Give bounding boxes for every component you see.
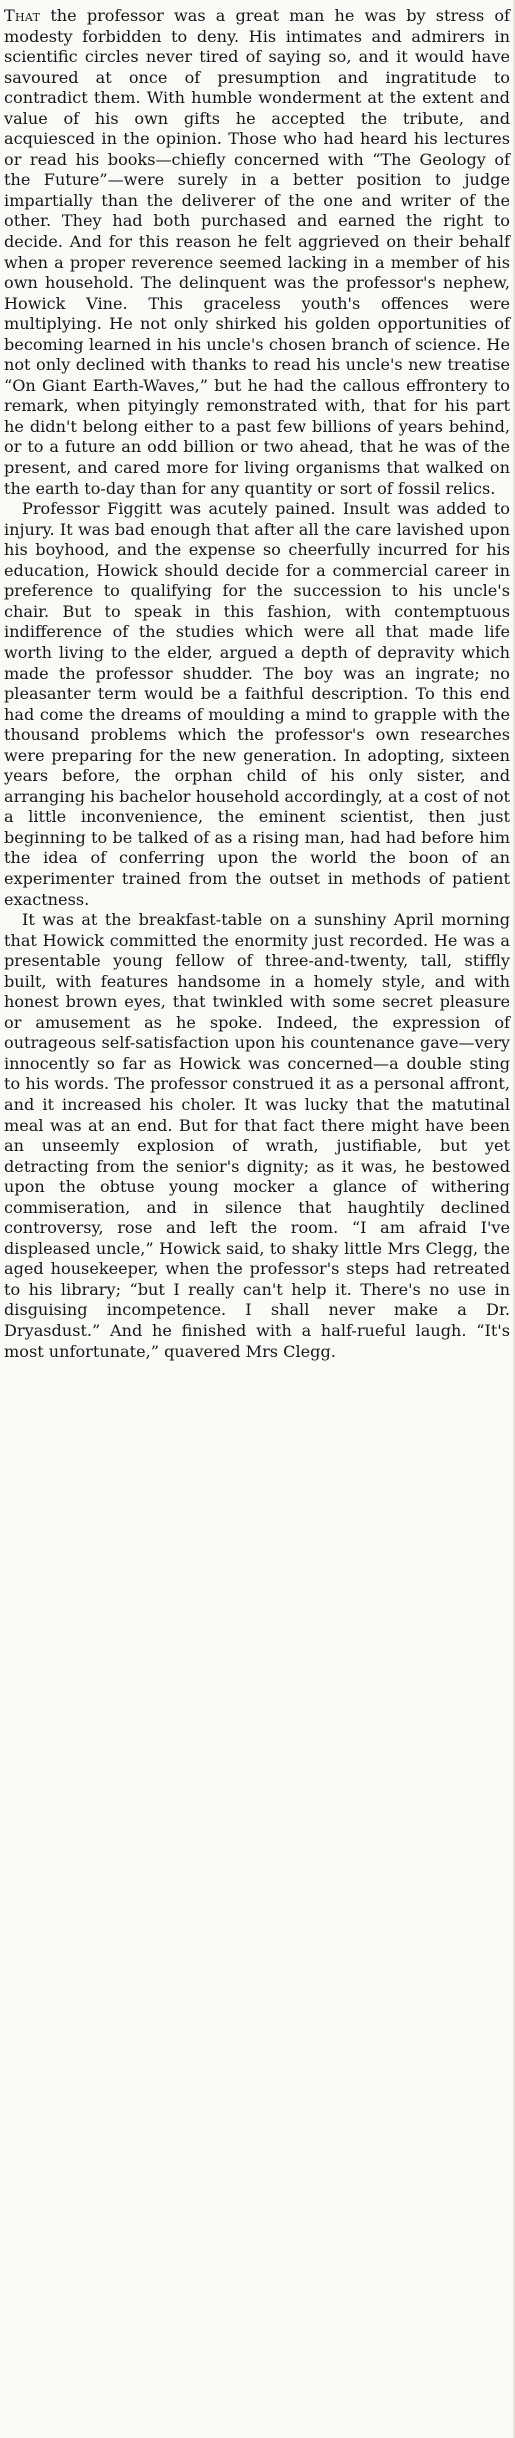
paragraph-1 [4,6,510,499]
paragraph-3: It was at the breakfast-table on a sunshiny April morning that Howick committed the enormity just recorded. He was a presentable young fellow of three-and-twenty, tall, stiffly built, with features handsome in a homely style, and with honest brown eyes, that twinkled with some secret pleasure or amusement as he spoke. Indeed, the expression of outrageous self-satisfaction upon his countenance gave—very innocently so far as Howick was concerned—a double sting to his words. The professor construed it as a personal affront, and it increased his choler. It was lucky that the matutinal meal was at an end. But for that fact there might have been an unseemly explosion of wrath, justifiable, but yet detracting from the senior's dignity; as it was, he bestowed upon the obtuse young mocker a glance of withering commiseration, and in silence that haughtily declined controversy, rose and left the room. “I am afraid I've displeased uncle,” Howick said, to shaky little Mrs Clegg, the aged housekeeper, when the professor's steps had retreated to his library; “but I really can't help it. There's no use in disguising incompetence. I shall never make a Dr. Dryasdust.” And he finished with a half-rueful laugh. “It's most unfortunate,” quavered Mrs Clegg. [4,910,510,1361]
paragraph-2: Professor Figgitt was acutely pained. Insult was added to injury. It was bad enough that after all the care lavished upon his boyhood, and the expense so cheerfully incurred for his education, Howick should decide for a commercial career in preference to qualifying for the succession to his uncle's chair. But to speak in this fashion, with contemptuous indifference of the studies which were all that made life worth living to the elder, argued a depth of depravity which made the professor shudder. The boy was an ingrate; no pleasanter term would be a faithful description. To this end had come the dreams of moulding a mind to grapple with the thousand problems which the professor's own researches were preparing for the new generation. In adopting, sixteen years before, the orphan child of his only sister, and arranging his bachelor household accordingly, at a cost of not a little inconvenience, the eminent scientist, then just beginning to be talked of as a rising man, had had before him the idea of conferring upon the world the boon of an experimenter trained from the outset in methods of patient exactness. [4,499,510,909]
article-column [4,6,510,1362]
opening-words: That [4,6,41,25]
paragraph-1-text: the professor was a great man he was by stress of modesty forbidden to deny. His intimates and admirers in scientific circles never tired of saying so, and it would have savoured at once of presumption and ingratitude to contradict them. With humble wonderment at the extent and value of his own gifts he accepted the tribute, and acquiesced in the opinion. Those who had heard his lectures or read his books—chiefly concerned with “The Geology of the Future”—were surely in a better position to judge impartially than the deliverer of the one and writer of the other. They had both purchased and earned the right to decide. And for this reason he felt aggrieved on their behalf when a proper reverence seemed lacking in a member of his own household. The delinquent was the professor's nephew, Howick Vine. This graceless youth's offences were multiplying. He not only shirked his golden opportunities of becoming learned in his uncle's chosen branch of science. He not only declined with thanks to read his uncle's new treatise “On Giant Earth-Waves,” but he had the callous effrontery to remark, when pityingly remonstrated with, that for his part he didn't belong either to a past few billions of years behind, or to a future an odd billion or two ahead, that he was of the present, and cared more for living organisms that walked on the earth to-day than for any quantity or sort of fossil relics. [4,6,510,498]
